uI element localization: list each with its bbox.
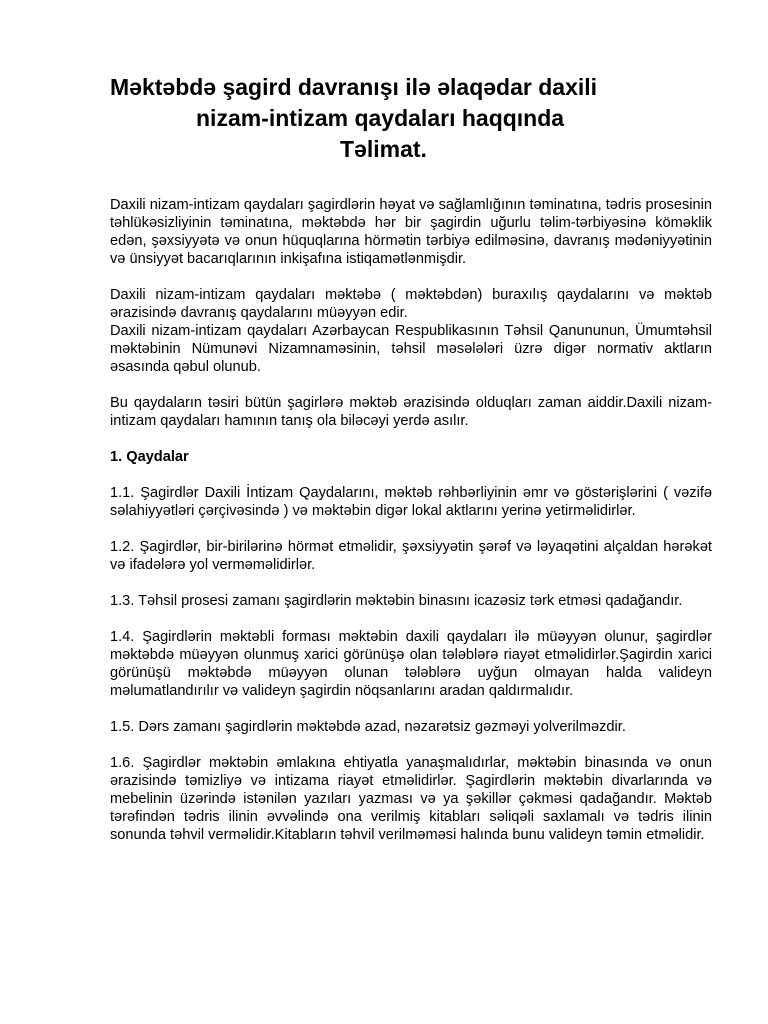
rule-1-3: 1.3. Təhsil prosesi zamanı şagirdlərin məktəbin binasını icazəsiz tərk etməsi qadağandır. bbox=[110, 593, 683, 609]
intro-paragraph-1: Daxili nizam-intizam qaydaları şagirdlərin həyat və sağlamlığının təminatına, tədris prosesinin təhlükəsizliyinin təminatına, məktəbdə hər bir şagirdin uğurlu təlim-tərbiyəsinə köməklik edən, şəxsiyyətə və onun hüquqlarına hörmətin tərbiyə edilməsinə, davranış mədəniyyətinin və ünsiyyət bacarıqlarının inkişafına istiqamətlənmişdir. bbox=[110, 197, 712, 267]
section-heading: 1. Qaydalar bbox=[110, 449, 189, 465]
rule-1-2: 1.2. Şagirdlər, bir-birilərinə hörmət etməlidir, şəxsiyyətin şərəf və ləyaqətini alçaldan hərəkət və ifadələrə yol verməməlidirlər. bbox=[110, 539, 712, 573]
intro-paragraph-3: Daxili nizam-intizam qaydaları Azərbaycan Respublikasının Təhsil Qanununun, Ümumtəhsil məktəbinin Nümunəvi Nizamnaməsinin, təhsil məsələləri üzrə digər normativ aktların əsasında qəbul olunub. bbox=[110, 323, 712, 375]
rule-1-4: 1.4. Şagirdlərin məktəbli forması məktəbin daxili qaydaları ilə müəyyən olunur, şagirdlər məktəbdə müəyyən olunmuş xarici görünüşə olan tələblərə riayət etməlidirlər.Şagirdin xarici görünüşü məktəbdə müəyyən olunan tələblərə uyğun olmayan halda valideyn məlumatlandırılır və valideyn şagirdin nöqsanlarını aradan qaldırmalıdır. bbox=[110, 629, 712, 699]
intro-paragraph-4: Bu qaydaların təsiri bütün şagirlərə məktəb ərazisində olduqları zaman aiddir.Daxili nizam-intizam qaydaları hamının tanış ola biləcəyi yerdə asılır. bbox=[110, 395, 712, 429]
document-body bbox=[110, 196, 712, 862]
title-line-2: nizam-intizam qaydaları haqqında bbox=[196, 105, 565, 131]
title-line-1: Məktəbdə şagird davranışı ilə əlaqədar daxili bbox=[110, 74, 598, 100]
title-line-3: Təlimat. bbox=[340, 136, 427, 162]
rule-1-1: 1.1. Şagirdlər Daxili İntizam Qaydalarını, məktəb rəhbərliyinin əmr və göstərişlərini ( vəzifə səlahiyyətləri çərçivəsində ) və məktəbin digər lokal aktlarını yerinə yetirməlidirlər. bbox=[110, 485, 712, 519]
intro-paragraph-2: Daxili nizam-intizam qaydaları məktəbə ( məktəbdən) buraxılış qaydalarını və məktəb ərazisində davranış qaydalarını müəyyən edir. bbox=[110, 287, 712, 321]
rule-1-5: 1.5. Dərs zamanı şagirdlərin məktəbdə azad, nəzarətsiz gəzməyi yolverilməzdir. bbox=[110, 719, 626, 735]
document-title bbox=[100, 72, 730, 165]
rule-1-6: 1.6. Şagirdlər məktəbin əmlakına ehtiyatla yanaşmalıdırlar, məktəbin binasında və onun ərazisində təmizliyə və intizama riayət etməlidirlər. Şagirdlərin məktəbin divarlarında və mebelinin üzərində istənilən yazıları yazması və ya şəkillər çəkməsi qadağandır. Məktəb tərəfindən tədris ilinin əvvəlində ona verilmiş kitabları səliqəli saxlamalı və tədris ilinin sonunda təhvil verməlidir.Kitabların təhvil verilməməsi halında bunu valideyn təmin etməlidir. bbox=[110, 755, 712, 843]
